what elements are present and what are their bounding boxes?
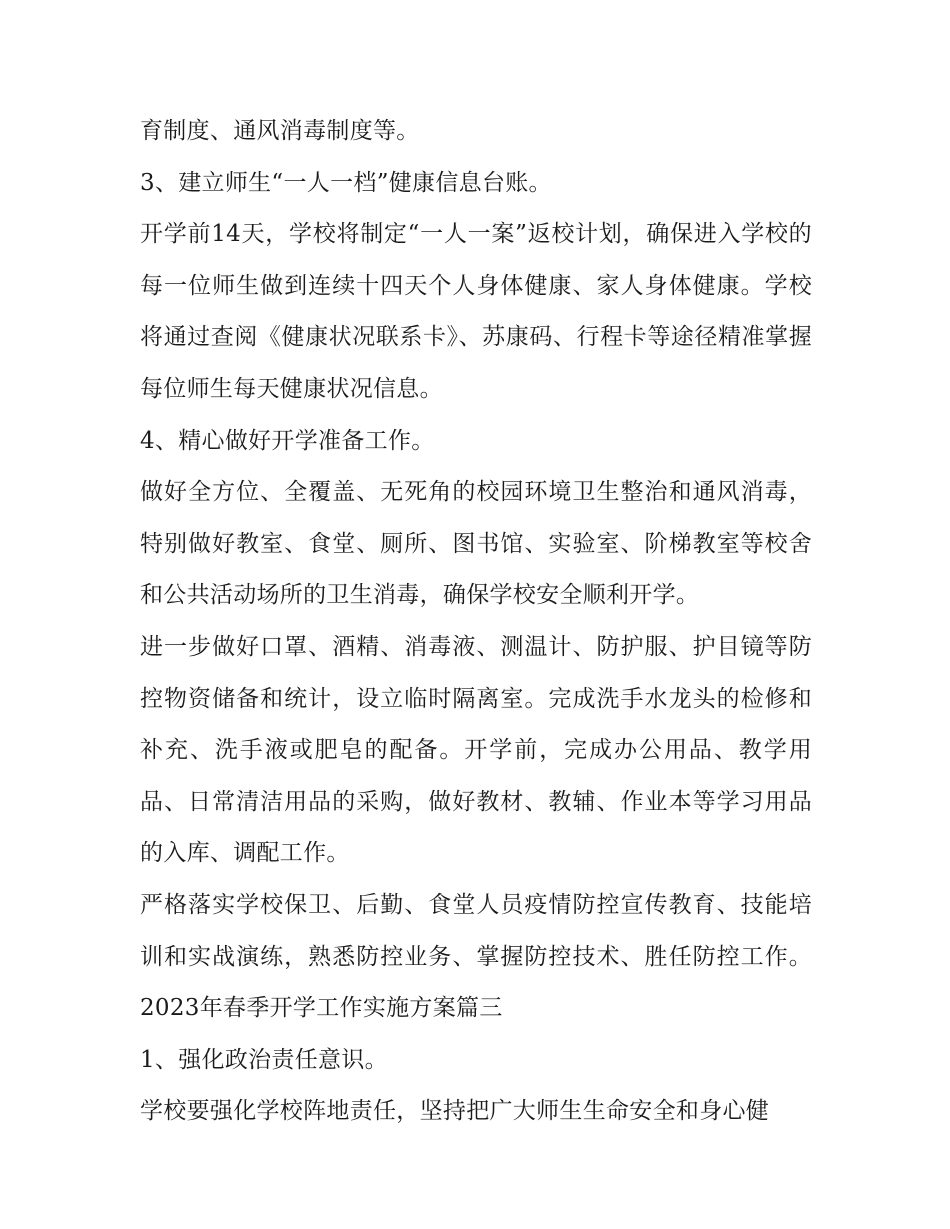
paragraph-ventilation-system: 育制度、通风消毒制度等。 — [140, 118, 420, 144]
document-body — [140, 106, 812, 1138]
heading-health-records: 3、建立师生“一人一档”健康信息台账。 — [140, 169, 552, 196]
paragraph-campus-disinfection: 做好全方位、全覆盖、无死角的校园环境卫生整治和通风消毒，特别做好教室、食堂、厕所、图书馆、实验室、阶梯教室等校舍和公共活动场所的卫生消毒，确保学校安全顺利开学。 — [140, 479, 812, 609]
heading-political-responsibility: 1、强化政治责任意识。 — [140, 1046, 388, 1073]
paragraph-school-responsibility: 学校要强化学校阵地责任，坚持把广大师生生命安全和身心健 — [140, 1098, 770, 1125]
paragraph-return-plan: 开学前14天，学校将制定“一人一案”返校计划，确保进入学校的每一位师生做到连续十四天个人身体健康、家人身体健康。学校将通过查阅《健康状况联系卡》、苏康码、行程卡等途径精准掌握每位师生每天健康状况信息。 — [140, 221, 812, 402]
heading-preparation-work: 4、精心做好开学准备工作。 — [140, 427, 435, 454]
paragraph-supplies-reserve: 进一步做好口罩、酒精、消毒液、测温计、防护服、护目镜等防控物资储备和统计，设立临时隔离室。完成洗手水龙头的检修和补充、洗手液或肥皂的配备。开学前，完成办公用品、教学用品、日常清洁用品的采购，做好教材、教辅、作业本等学习用品的入库、调配工作。 — [140, 633, 812, 867]
paragraph-staff-training: 严格落实学校保卫、后勤、食堂人员疫情防控宣传教育、技能培训和实战演练，熟悉防控业务、掌握防控技术、胜任防控工作。 2023年春季开学工作实施方案篇三 — [140, 891, 812, 1022]
